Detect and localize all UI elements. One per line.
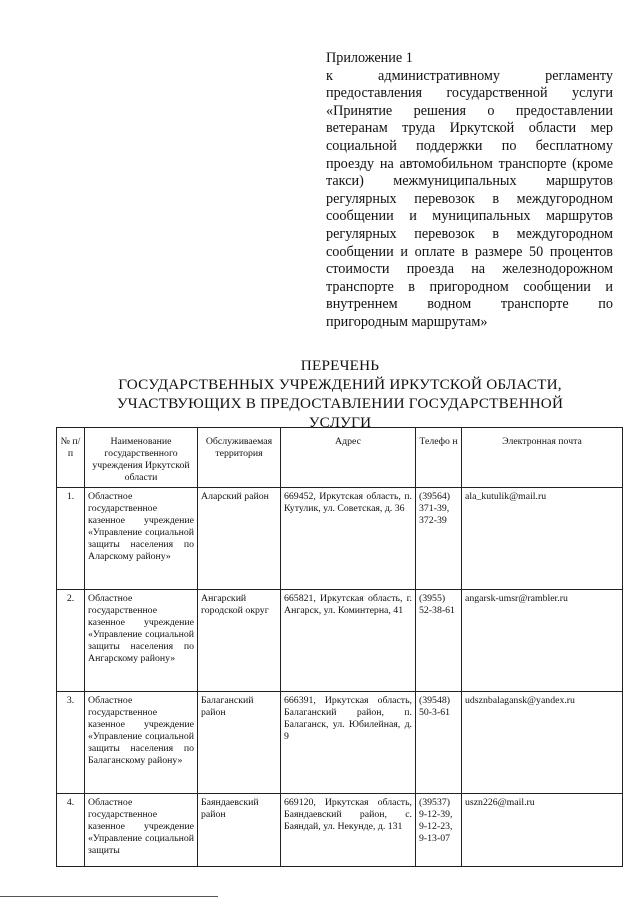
cell-email: ala_kutulik@mail.ru <box>462 488 623 590</box>
appendix-block <box>326 50 613 332</box>
cell-phone: (39548) 50-3-61 <box>416 692 462 794</box>
header-phone: Телефо н <box>416 428 462 488</box>
cell-email: udsznbalagansk@yandex.ru <box>462 692 623 794</box>
heading-line-2: ГОСУДАРСТВЕННЫХ УЧРЕЖДЕНИЙ ИРКУТСКОЙ ОБЛАСТИ, <box>118 376 562 393</box>
cell-phone: (3955) 52-38-61 <box>416 590 462 692</box>
header-email: Электронная почта <box>462 428 623 488</box>
cell-name: Областное государственное казенное учреждение «Управление социальной защиты населения по Балаганскому району» <box>85 692 198 794</box>
cell-territory: Балаганский район <box>198 692 281 794</box>
cell-num: 1. <box>57 488 85 590</box>
header-num: № п/п <box>57 428 85 488</box>
cell-address: 666391, Иркутская область, Балаганский район, п. Балаганск, ул. Юбилейная, д. 9 <box>281 692 416 794</box>
cell-territory: Баяндаевский район <box>198 794 281 867</box>
cell-email: angarsk-umsr@rambler.ru <box>462 590 623 692</box>
cell-name: Областное государственное казенное учреждение «Управление социальной защиты <box>85 794 198 867</box>
cell-address: 669452, Иркутская область, п. Кутулик, ул. Советская, д. 36 <box>281 488 416 590</box>
institutions-table <box>56 427 623 867</box>
table-row <box>57 692 623 794</box>
table-row <box>57 590 623 692</box>
table-header-row <box>57 428 623 488</box>
heading-line-3: УЧАСТВУЮЩИХ В ПРЕДОСТАВЛЕНИИ ГОСУДАРСТВЕННОЙ УСЛУГИ <box>116 395 564 431</box>
document-heading <box>110 356 570 432</box>
appendix-text: к административному регламенту предоставления государственной услуги «Принятие решения о предоставлении ветеранам труда Иркутской области мер социальной поддержки по бесплатному проезду на автомобильном транспорте (кроме такси) межмуниципальных маршрутов регулярных перевозок в междугородном сообщении и муниципальных маршрутов регулярных перевозок в междугородном сообщении и оплате в размере 50 процентов стоимости проезда на железнодорожном транспорте в пригородном сообщении и внутреннем водном транспорте по пригородным маршрутам» <box>326 67 613 330</box>
table-row <box>57 794 623 867</box>
cell-phone: (39564) 371-39, 372-39 <box>416 488 462 590</box>
cell-email: uszn226@mail.ru <box>462 794 623 867</box>
cell-name: Областное государственное казенное учреждение «Управление социальной защиты населения по Аларскому району» <box>85 488 198 590</box>
cell-address: 669120, Иркутская область, Баяндаевский район, с. Баяндай, ул. Некунде, д. 131 <box>281 794 416 867</box>
cell-territory: Аларский район <box>198 488 281 590</box>
header-territory: Обслуживаемая территория <box>198 428 281 488</box>
table-row <box>57 488 623 590</box>
header-name: Наименование государственного учреждения Иркутской области <box>85 428 198 488</box>
appendix-title: Приложение 1 <box>326 50 413 66</box>
cell-num: 3. <box>57 692 85 794</box>
cell-phone: (39537) 9-12-39, 9-12-23, 9-13-07 <box>416 794 462 867</box>
cell-name: Областное государственное казенное учреждение «Управление социальной защиты населения по Ангарскому району» <box>85 590 198 692</box>
header-address: Адрес <box>281 428 416 488</box>
cell-num: 2. <box>57 590 85 692</box>
cell-address: 665821, Иркутская область, г. Ангарск, ул. Коминтерна, 41 <box>281 590 416 692</box>
cell-num: 4. <box>57 794 85 867</box>
cell-territory: Ангарский городской округ <box>198 590 281 692</box>
footnote-divider <box>0 896 218 897</box>
heading-line-1: ПЕРЕЧЕНЬ <box>300 357 380 374</box>
